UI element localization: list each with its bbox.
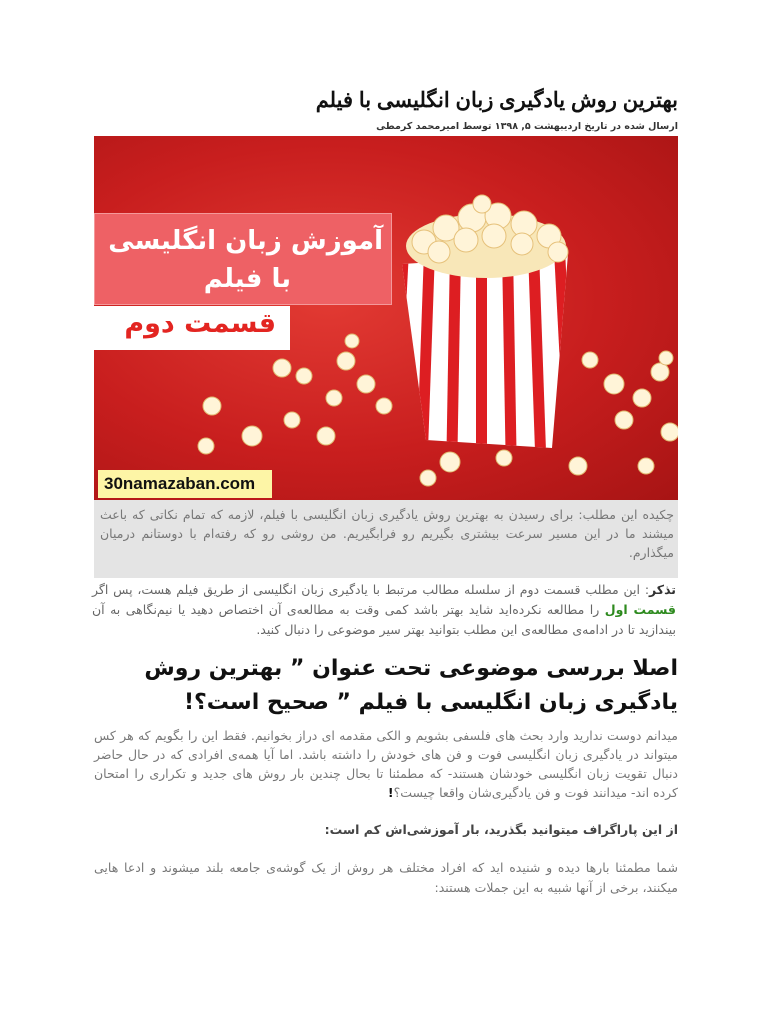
skip-subheading: از این پاراگراف میتوانید بگذرید، بار آموزشی‌اش کم است: bbox=[324, 822, 678, 837]
summary-box: چکیده این مطلب: برای رسیدن به بهترین روش یادگیری زبان انگلیسی با فیلم، لازمه که تمام نکاتی که باعث میشند ما در این مسیر سرعت بیشتری بگیریم رو فرابگیریم. من روشی رو که رفته‌ام با دوستانم درمیان میگذارم. bbox=[94, 500, 678, 578]
hero-part-text: قسمت دوم bbox=[124, 308, 276, 339]
hero-site-text: 30namazaban.com bbox=[104, 474, 256, 493]
section-heading: اصلا بررسی موضوعی تحت عنوان ” بهترین روش یادگیری زبان انگلیسی با فیلم ” صحیح است؟! bbox=[144, 656, 678, 715]
note-text-before: : این مطلب قسمت دوم از سلسله مطالب مرتبط با یادگیری زبان انگلیسی از طریق فیلم هست، پس اگر bbox=[92, 582, 650, 597]
intro-paragraph-end: ! bbox=[387, 785, 394, 800]
part-one-link[interactable]: قسمت اول bbox=[604, 602, 676, 617]
page-title: بهترین روش یادگیری زبان انگلیسی با فیلم bbox=[315, 89, 678, 112]
note-label: تذکر bbox=[649, 582, 676, 597]
hero-title-banner bbox=[94, 213, 392, 305]
hero-site-badge bbox=[98, 470, 272, 498]
post-meta: ارسال شده در تاریخ اردیبهشت ۵, ۱۳۹۸ توسط امیرمحمد کرمطی bbox=[376, 121, 678, 132]
intro-paragraph-text: میدانم دوست ندارید وارد بحث های فلسفی بشویم و الکی مقدمه ای دراز بخوانیم. فقط این را بگویم که هر کس میتواند در یادگیری زبان انگلیسی فوت و فن های خودش را داشته باشد. اما آیا همه‌ی افرادی که در حال حاضر دنبال تقویت زبان انگلیسی خودشان هستند- که مطمئنا تا بحال چندین بار روش های جدید و تکراری را امتحان کرده اند- میدانند فوت و فن یادگیری‌شان واقعا چیست؟ bbox=[94, 728, 678, 800]
hero-title-line1: آموزش زبان انگلیسی bbox=[108, 226, 383, 256]
intro-paragraph bbox=[94, 726, 678, 802]
hero-image bbox=[94, 136, 678, 500]
note-text-after: را مطالعه نکرده‌اید شاید بهتر باشد کمی وقت به مطالعه‌ی آن اختصاص دهید یا نیم‌نگاهی به آن بیندازید تا در ادامه‌ی مطالعه‌ی این مطلب بتوانید بهتر سیر موضوعی را دنبال کنید. bbox=[92, 602, 676, 637]
hero-part-label bbox=[94, 306, 290, 350]
note-paragraph bbox=[92, 580, 678, 640]
hero-title-line2: با فیلم bbox=[203, 264, 291, 294]
claims-paragraph: شما مطمئنا بارها دیده و شنیده اید که افراد مختلف هر روش از یک گوشه‌ی جامعه بلند میشوند و ادعا هایی میکنند، برخی از آنها شبیه به این جملات هستند: bbox=[94, 860, 678, 895]
